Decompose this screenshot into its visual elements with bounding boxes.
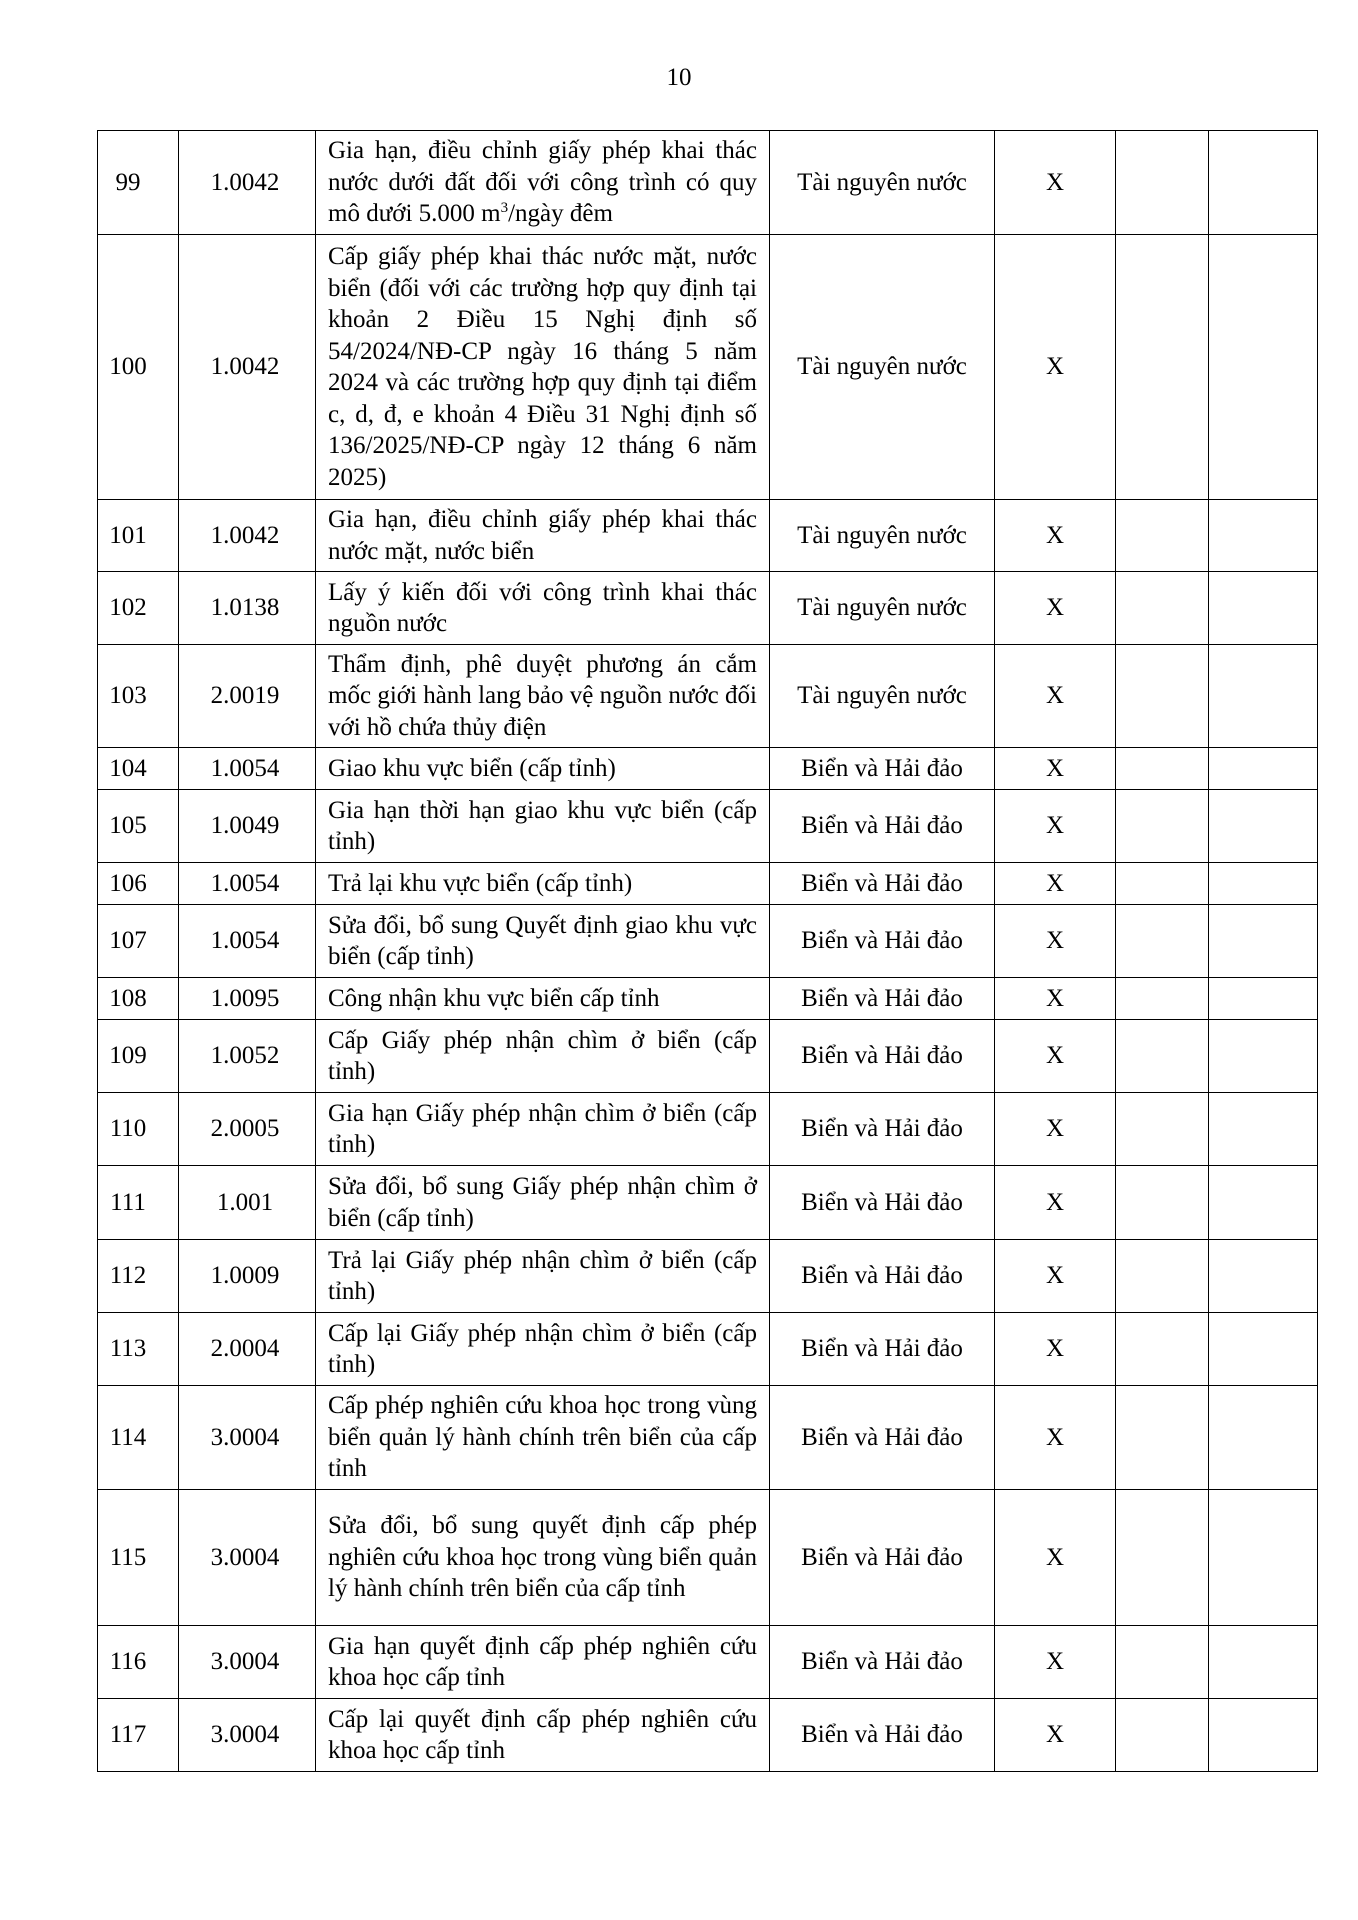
- row-number: 113: [98, 1313, 179, 1386]
- procedure-field: Biển và Hải đảo: [770, 905, 995, 978]
- procedure-code: 1.0009: [179, 1240, 316, 1313]
- empty-cell: [1209, 1313, 1318, 1386]
- empty-cell: [1209, 790, 1318, 863]
- empty-cell: [1116, 1490, 1209, 1626]
- applicable-mark: X: [995, 1093, 1116, 1166]
- empty-cell: [1209, 1490, 1318, 1626]
- table-row: [98, 905, 1318, 978]
- row-number: 108: [98, 978, 179, 1020]
- procedure-name: Công nhận khu vực biển cấp tỉnh: [316, 978, 770, 1020]
- procedure-name: Gia hạn thời hạn giao khu vực biển (cấp tỉnh): [316, 790, 770, 863]
- procedure-field: Biển và Hải đảo: [770, 1490, 995, 1626]
- applicable-mark: X: [995, 863, 1116, 905]
- row-number: 100: [98, 235, 179, 500]
- procedure-name: Lấy ý kiến đối với công trình khai thác nguồn nước: [316, 572, 770, 645]
- applicable-mark: X: [995, 1240, 1116, 1313]
- procedure-name: Cấp lại Giấy phép nhận chìm ở biển (cấp tỉnh): [316, 1313, 770, 1386]
- row-number: 111: [98, 1166, 179, 1240]
- applicable-mark: X: [995, 500, 1116, 572]
- applicable-mark: X: [995, 1166, 1116, 1240]
- applicable-mark: X: [995, 1386, 1116, 1490]
- procedure-name: Trả lại khu vực biển (cấp tỉnh): [316, 863, 770, 905]
- procedure-code: 3.0004: [179, 1386, 316, 1490]
- procedure-code: 1.0042: [179, 235, 316, 500]
- table-row: [98, 1020, 1318, 1093]
- procedure-name-text: Gia hạn, điều chỉnh giấy phép khai thác nước dưới đất đối với công trình có quy mô dưới 5.000 m: [328, 137, 757, 228]
- empty-cell: [1116, 748, 1209, 790]
- procedure-field: Tài nguyên nước: [770, 131, 995, 235]
- empty-cell: [1209, 1699, 1318, 1772]
- procedure-code: 3.0004: [179, 1490, 316, 1626]
- procedure-field: Biển và Hải đảo: [770, 1313, 995, 1386]
- empty-cell: [1209, 905, 1318, 978]
- row-number: 99: [98, 131, 179, 235]
- empty-cell: [1209, 748, 1318, 790]
- procedure-field: Tài nguyên nước: [770, 645, 995, 748]
- table-row: [98, 1386, 1318, 1490]
- table-row: [98, 1313, 1318, 1386]
- empty-cell: [1209, 131, 1318, 235]
- row-number: 101: [98, 500, 179, 572]
- row-number: 114: [98, 1386, 179, 1490]
- procedure-code: 2.0004: [179, 1313, 316, 1386]
- row-number: 115: [98, 1490, 179, 1626]
- row-number: 106: [98, 863, 179, 905]
- applicable-mark: X: [995, 235, 1116, 500]
- empty-cell: [1209, 1166, 1318, 1240]
- empty-cell: [1116, 1240, 1209, 1313]
- applicable-mark: X: [995, 790, 1116, 863]
- table-row: [98, 131, 1318, 235]
- empty-cell: [1116, 1166, 1209, 1240]
- procedure-code: 1.0054: [179, 905, 316, 978]
- procedure-name: Cấp phép nghiên cứu khoa học trong vùng biển quản lý hành chính trên biển của cấp tỉnh: [316, 1386, 770, 1490]
- procedure-field: Biển và Hải đảo: [770, 1240, 995, 1313]
- table-row: [98, 1490, 1318, 1626]
- procedure-code: 1.0095: [179, 978, 316, 1020]
- applicable-mark: X: [995, 1699, 1116, 1772]
- empty-cell: [1116, 1699, 1209, 1772]
- procedure-name: Thẩm định, phê duyệt phương án cắm mốc giới hành lang bảo vệ nguồn nước đối với hồ chứa thủy điện: [316, 645, 770, 748]
- procedure-field: Biển và Hải đảo: [770, 863, 995, 905]
- applicable-mark: X: [995, 645, 1116, 748]
- empty-cell: [1209, 572, 1318, 645]
- row-number: 104: [98, 748, 179, 790]
- procedure-name: Trả lại Giấy phép nhận chìm ở biển (cấp tỉnh): [316, 1240, 770, 1313]
- procedure-code: 1.0042: [179, 500, 316, 572]
- applicable-mark: X: [995, 978, 1116, 1020]
- empty-cell: [1209, 645, 1318, 748]
- empty-cell: [1116, 131, 1209, 235]
- applicable-mark: X: [995, 131, 1116, 235]
- procedure-name: Gia hạn, điều chỉnh giấy phép khai thác nước mặt, nước biển: [316, 500, 770, 572]
- procedure-code: 1.001: [179, 1166, 316, 1240]
- procedure-code: 3.0004: [179, 1626, 316, 1699]
- procedure-name: Gia hạn quyết định cấp phép nghiên cứu khoa học cấp tỉnh: [316, 1626, 770, 1699]
- empty-cell: [1116, 235, 1209, 500]
- procedure-name: Cấp Giấy phép nhận chìm ở biển (cấp tỉnh): [316, 1020, 770, 1093]
- procedure-code: 2.0019: [179, 645, 316, 748]
- empty-cell: [1116, 790, 1209, 863]
- procedure-field: Biển và Hải đảo: [770, 1626, 995, 1699]
- row-number: 105: [98, 790, 179, 863]
- procedure-name: Giao khu vực biển (cấp tỉnh): [316, 748, 770, 790]
- page-number: 10: [666, 64, 692, 91]
- procedure-field: Biển và Hải đảo: [770, 748, 995, 790]
- procedure-name: Sửa đổi, bổ sung Quyết định giao khu vực biển (cấp tỉnh): [316, 905, 770, 978]
- procedure-field: Tài nguyên nước: [770, 235, 995, 500]
- procedure-code: 1.0138: [179, 572, 316, 645]
- empty-cell: [1116, 1093, 1209, 1166]
- empty-cell: [1116, 863, 1209, 905]
- procedure-field: Biển và Hải đảo: [770, 1166, 995, 1240]
- row-number: 102: [98, 572, 179, 645]
- applicable-mark: X: [995, 1313, 1116, 1386]
- table-row: [98, 1166, 1318, 1240]
- empty-cell: [1116, 1626, 1209, 1699]
- procedure-code: 3.0004: [179, 1699, 316, 1772]
- procedure-field: Tài nguyên nước: [770, 572, 995, 645]
- empty-cell: [1116, 1386, 1209, 1490]
- applicable-mark: X: [995, 1490, 1116, 1626]
- procedure-field: Tài nguyên nước: [770, 500, 995, 572]
- row-number: 110: [98, 1093, 179, 1166]
- empty-cell: [1209, 978, 1318, 1020]
- empty-cell: [1209, 500, 1318, 572]
- empty-cell: [1116, 645, 1209, 748]
- procedure-code: 1.0049: [179, 790, 316, 863]
- procedure-field: Biển và Hải đảo: [770, 1699, 995, 1772]
- empty-cell: [1209, 1626, 1318, 1699]
- row-number: 103: [98, 645, 179, 748]
- table-row: [98, 645, 1318, 748]
- table-row: [98, 1240, 1318, 1313]
- superscript-exponent: 3: [500, 200, 509, 217]
- table-row: [98, 748, 1318, 790]
- empty-cell: [1116, 1313, 1209, 1386]
- procedure-field: Biển và Hải đảo: [770, 1093, 995, 1166]
- procedure-name: Gia hạn Giấy phép nhận chìm ở biển (cấp tỉnh): [316, 1093, 770, 1166]
- table-row: [98, 500, 1318, 572]
- empty-cell: [1209, 1386, 1318, 1490]
- procedure-field: Biển và Hải đảo: [770, 1020, 995, 1093]
- row-number: 117: [98, 1699, 179, 1772]
- procedure-code: 1.0054: [179, 863, 316, 905]
- empty-cell: [1209, 1020, 1318, 1093]
- table-row: [98, 978, 1318, 1020]
- procedure-code: 1.0054: [179, 748, 316, 790]
- empty-cell: [1209, 1093, 1318, 1166]
- row-number: 116: [98, 1626, 179, 1699]
- empty-cell: [1209, 1240, 1318, 1313]
- applicable-mark: X: [995, 748, 1116, 790]
- procedure-field: Biển và Hải đảo: [770, 978, 995, 1020]
- procedures-table: [97, 130, 1318, 1772]
- procedure-name: [316, 131, 770, 235]
- table-row: [98, 790, 1318, 863]
- row-number: 112: [98, 1240, 179, 1313]
- procedure-name: Sửa đổi, bổ sung Giấy phép nhận chìm ở biển (cấp tỉnh): [316, 1166, 770, 1240]
- applicable-mark: X: [995, 572, 1116, 645]
- procedure-code: 2.0005: [179, 1093, 316, 1166]
- applicable-mark: X: [995, 1020, 1116, 1093]
- procedure-name: Cấp giấy phép khai thác nước mặt, nước biển (đối với các trường hợp quy định tại khoản 2 Điều 15 Nghị định số 54/2024/NĐ-CP ngày 16 tháng 5 năm 2024 và các trường hợp quy định tại điểm c, d, đ, e khoản 4 Điều 31 Nghị định số 136/2025/NĐ-CP ngày 12 tháng 6 năm 2025): [316, 235, 770, 500]
- procedure-name: Sửa đổi, bổ sung quyết định cấp phép nghiên cứu khoa học trong vùng biển quản lý hành chính trên biển của cấp tỉnh: [316, 1490, 770, 1626]
- empty-cell: [1116, 500, 1209, 572]
- procedure-code: 1.0042: [179, 131, 316, 235]
- table-row: [98, 235, 1318, 500]
- procedure-name: Cấp lại quyết định cấp phép nghiên cứu khoa học cấp tỉnh: [316, 1699, 770, 1772]
- table-row: [98, 1093, 1318, 1166]
- table-row: [98, 863, 1318, 905]
- procedure-code: 1.0052: [179, 1020, 316, 1093]
- applicable-mark: X: [995, 905, 1116, 978]
- procedure-name-text-suffix: /ngày đêm: [508, 200, 613, 228]
- applicable-mark: X: [995, 1626, 1116, 1699]
- empty-cell: [1116, 978, 1209, 1020]
- empty-cell: [1116, 905, 1209, 978]
- empty-cell: [1209, 863, 1318, 905]
- table-row: [98, 1699, 1318, 1772]
- row-number: 109: [98, 1020, 179, 1093]
- procedure-field: Biển và Hải đảo: [770, 790, 995, 863]
- table-row: [98, 572, 1318, 645]
- procedure-field: Biển và Hải đảo: [770, 1386, 995, 1490]
- empty-cell: [1209, 235, 1318, 500]
- table-row: [98, 1626, 1318, 1699]
- row-number: 107: [98, 905, 179, 978]
- empty-cell: [1116, 572, 1209, 645]
- empty-cell: [1116, 1020, 1209, 1093]
